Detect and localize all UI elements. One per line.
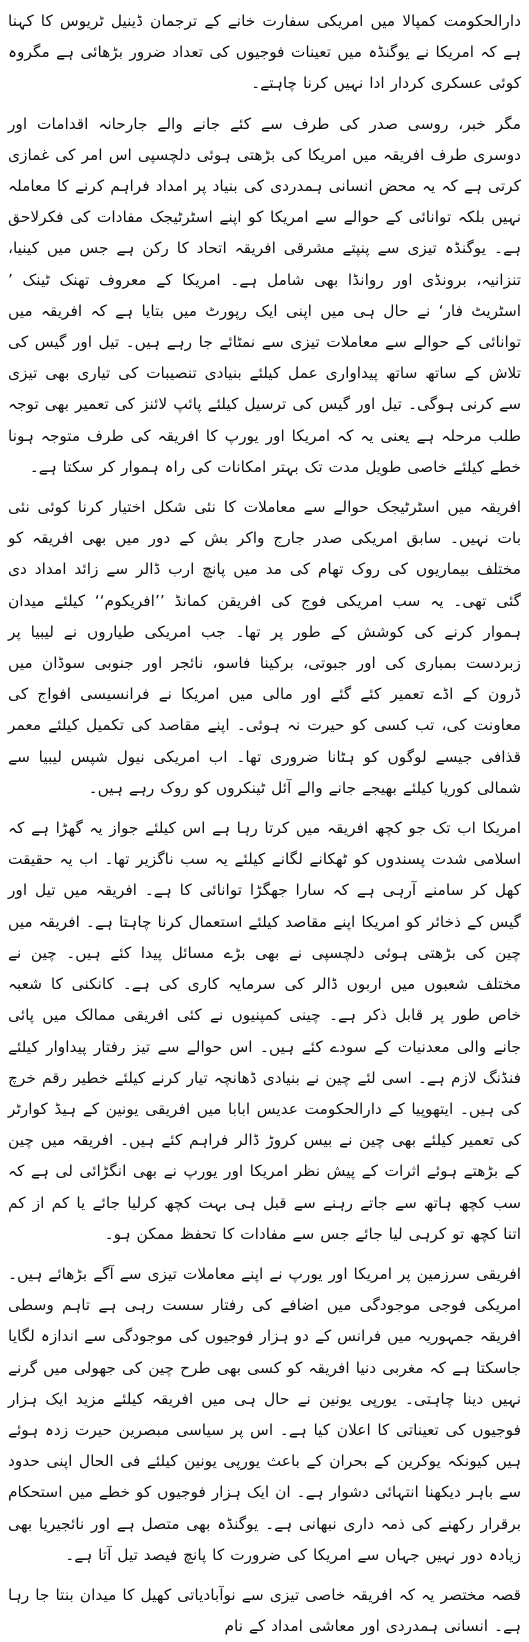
article-paragraph-3: افریقہ میں اسٹرٹیجک حوالے سے معاملات کا نئی شکل اختیار کرنا کوئی نئی بات نہیں۔ سابق امریکی صدر جارج واکر بش کے دور میں بھی افریقہ کو مختلف بیماریوں کی روک تھام کی مد میں پانچ ارب ڈالر سے زائد امداد دی گئی تھی۔ یہ سب امریکی فوج کی افریقن کمانڈ ’’افریکوم‘‘ کیلئے میدان ہموار کرنے کی کوشش کے طور پر تھا۔ جب امریکی طیاروں نے لیبیا پر زبردست بمباری کی اور جبوتی، برکینا فاسو، نائجر اور جنوبی سوڈان میں ڈرون کے اڈے تعمیر کئے گئے اور مالی میں امریکا نے فرانسیسی افواج کی معاونت کی، تب کسی کو حیرت نہ ہوئی۔ اپنے مقاصد کی تکمیل کیلئے معمر قذافی جیسے لوگوں کو ہٹانا ضروری تھا۔ اب امریکی نیول شپس لیبیا سے شمالی کوریا کیلئے بھیجے جانے والے آئل ٹینکروں کو روک رہے ہیں۔	[8, 498, 521, 797]
article-paragraph-1: دارالحکومت کمپالا میں امریکی سفارت خانے کے ترجمان ڈینیل ٹریوس کا کہنا ہے کہ امریکا نے یوگنڈہ میں تعینات فوجیوں کی تعداد ضرور بڑھائی ہے مگروہ کوئی عسکری کردار ادا نہیں کرنا چاہتے۔	[8, 12, 521, 93]
article-paragraph-6: قصہ مختصر یہ کہ افریقہ خاصی تیزی سے نوآبادیاتی کھیل کا میدان بنتا جا رہا ہے۔ انسانی ہمدردی اور معاشی امداد کے نام	[8, 1585, 521, 1636]
article-paragraph-2: مگر خبر، روسی صدر کی طرف سے کئے جانے والے جارحانہ اقدامات اور دوسری طرف افریقہ میں امریکا کی بڑھتی ہوئی دلچسپی اس امر کی غمازی کرتی ہے کہ یہ محض انسانی ہمدردی کی بنیاد پر امداد فراہم کرنے کا معاملہ نہیں بلکہ توانائی کے حوالے سے امریکا کو اپنے اسٹرٹیجک مفادات کی فکرلاحق ہے۔ یوگنڈہ تیزی سے پنپتے مشرقی افریقہ اتحاد کا رکن ہے جس میں کینیا، تنزانیہ، برونڈی اور روانڈا بھی شامل ہے۔ امریکا کے معروف تھنک ٹینک ’ اسٹریٹ فار‘ نے حال ہی میں اپنی ایک رپورٹ میں بتایا ہے کہ افریقہ میں توانائی کے حوالے سے معاملات تیزی سے نمٹائے جا رہے ہیں۔ تیل اور گیس کی تلاش کے ساتھ ساتھ پیداواری عمل کیلئے بنیادی تنصیبات کی تیاری بھی تیزی سے کرنی ہوگی۔ تیل اور گیس کی ترسیل کیلئے پائپ لائنز کی تعمیر بھی توجہ طلب مرحلہ ہے یعنی یہ کہ امریکا اور یورپ کا افریقہ کی طرف متوجہ ہونا خطے کیلئے خاصی طویل مدت تک بہتر امکانات کی راہ ہموار کر سکتا ہے۔	[8, 114, 521, 476]
article-paragraph-5: افریقی سرزمین پر امریکا اور یورپ نے اپنے معاملات تیزی سے آگے بڑھائے ہیں۔ امریکی فوجی موجودگی میں اضافے کی رفتار سست رہی ہے تاہم وسطی افریقہ جمہوریہ میں فرانس کے دو ہزار فوجیوں کی موجودگی سے اندازہ لگایا جاسکتا ہے کہ مغربی دنیا افریقہ کو کسی بھی طرح چین کی جھولی میں گرنے نہیں دینا چاہتی۔ یورپی یونین نے حال ہی میں افریقہ کیلئے مزید ایک ہزار فوجیوں کی تعیناتی کا اعلان کیا ہے۔ اس پر سیاسی مبصرین حیرت زدہ ہوئے ہیں کیونکہ یوکرین کے بحران کے باعث یورپی یونین کیلئے فی الحال اپنی حدود سے باہر دیکھنا انتہائی دشوار ہے۔ ان ایک ہزار فوجیوں کو خطے میں استحکام برقرار رکھنے کی ذمہ داری نبھانی ہے۔ یوگنڈہ بھی متصل ہے اور نائجیریا بھی زیادہ دور نہیں جہاں سے امریکا کی ضرورت کا پانچ فیصد تیل آتا ہے۔	[8, 1264, 521, 1564]
article-paragraph-4: امریکا اب تک جو کچھ افریقہ میں کرتا رہا ہے اس کیلئے جواز یہ گھڑا ہے کہ اسلامی شدت پسندوں کو ٹھکانے لگانے کیلئے یہ سب ناگزیر تھا۔ اب یہ حقیقت کھل کر سامنے آرہی ہے کہ سارا جھگڑا توانائی کا ہے۔ افریقہ میں تیل اور گیس کے ذخائر کو امریکا اپنے مقاصد کیلئے استعمال کرنا چاہتا ہے۔ افریقہ میں چین کی بڑھتی ہوئی دلچسپی نے بھی بڑے مسائل پیدا کئے ہیں۔ چین نے مختلف شعبوں میں اربوں ڈالر کی سرمایہ کاری کی ہے۔ کانکنی کا شعبہ خاص طور پر قابل ذکر ہے۔ چینی کمپنیوں نے کئی افریقی ممالک میں پائی جانے والی معدنیات کے سودے کئے ہیں۔ اس حوالے سے تیز رفتار پیداوار کیلئے فنڈنگ لازم ہے۔ اسی لئے چین نے بنیادی ڈھانچہ تیار کرنے کیلئے خطیر رقم خرچ کی ہیں۔ ایتھوپیا کے دارالحکومت عدیس ابابا میں افریقی یونین کے ہیڈ کوارٹر کی تعمیر کیلئے بھی چین نے بیس کروڑ ڈالر فراہم کئے ہیں۔ افریقہ میں چین کے بڑھتے ہوئے اثرات کے پیش نظر امریکا اور یورپ نے بھی انگڑائی لی ہے کہ سب کچھ ہاتھ سے جاتے رہنے سے قبل ہی بہت کچھ کرلیا جائے یا کم از کم اتنا کچھ تو کرہی لیا جائے جس سے مفادات کا تحفظ ممکن ہو۔	[8, 819, 521, 1243]
